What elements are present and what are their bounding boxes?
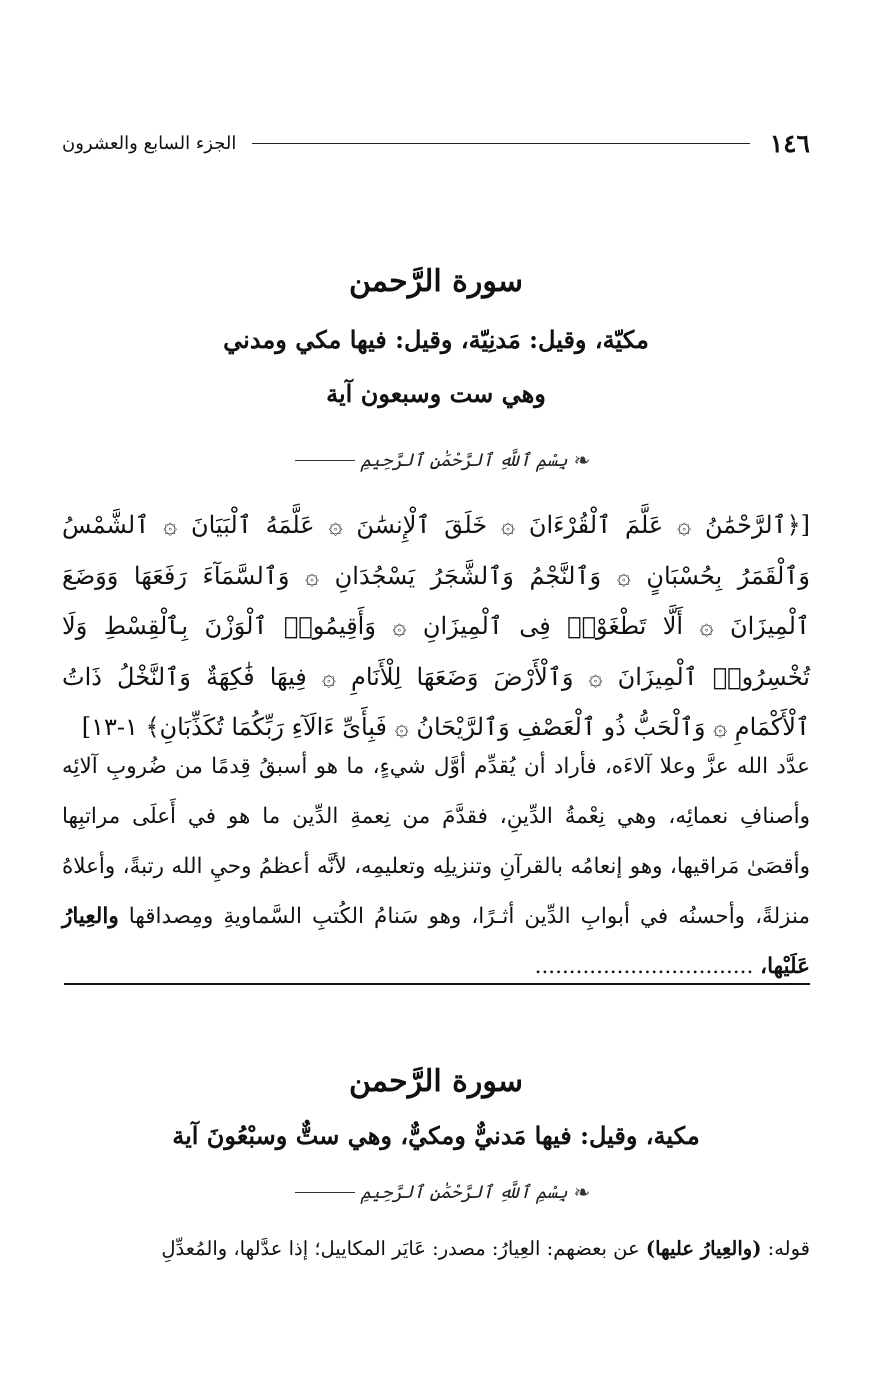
footnote-line: [62, 1232, 810, 1266]
section2-subtitle-block: [62, 1116, 810, 1156]
basmala-swash-icon: ❧: [573, 1180, 591, 1204]
basmala-text: بِسْمِ ٱللَّهِ ٱلرَّحْمَٰنِ ٱلرَّحِيمِ: [360, 449, 568, 471]
page-number: ١٤٦: [769, 128, 810, 158]
section1-subtitle-block: [62, 320, 810, 360]
basmala-stroke: [295, 460, 355, 461]
header-rule: [252, 143, 749, 144]
footnote-rest: عن بعضهم: العِيارُ: مصدر: عَايَر المكاييل؛ إذا عدَّلها، والمُعدِّلِ: [161, 1237, 640, 1260]
basmala-calligraphy-2: [0, 1180, 885, 1204]
verse-count: وهي ست وسبعون آية: [326, 379, 546, 408]
surah-subtitle-2: مكية، وقيل: فيها مَدنيٌّ ومكيٌّ، وهي ستٌّ وسبْعُونَ آية: [172, 1121, 700, 1150]
footnote-lead: قوله:: [767, 1237, 810, 1260]
basmala-stroke: [295, 1192, 355, 1193]
surah-title: سورة الرَّحمن: [348, 264, 524, 299]
basmala-swash-icon: ❧: [573, 448, 591, 472]
commentary-bold-phrase: والعِيارُ عَلَيْها،: [62, 904, 810, 979]
commentary-text: عدَّد الله عزَّ وعلا آلاءَه، فأراد أن يُقدِّم أوَّل شيءٍ، ما هو أسبقُ قِدمًا من ضُروبِ آلائِه وأصنافِ نعمائِه، وهي نِعْمةُ الدِّينِ، فقدَّمَ من نِعمةِ الدِّين ما هو في أَعلَى مراتبِها وأقصَىٰ مَراقيها، وهو إنعامُه بالقرآنِ وتنزيلِه وتعليمِه، لأنَّه أعظمُ وحيِ الله رتبةً، وأعلاهُ منزلةً، وأحسنُه في أبوابِ الدِّين أثـرًا، وهو سَنامُ الكُتبِ السَّماويةِ ومِصداقها: [62, 754, 810, 929]
running-header: [62, 128, 810, 158]
footnote-quote: (والعِيارُ عليها): [645, 1237, 762, 1260]
section1-verse-count-block: [62, 374, 810, 414]
quran-verses: [﴿ٱلرَّحْمَٰنُ ۞ عَلَّمَ ٱلْقُرْءَانَ ۞ خَلَقَ ٱلْإِنسَٰنَ ۞ عَلَّمَهُ ٱلْبَيَانَ ۞ ٱلشَّمْسُ وَٱلْقَمَرُ بِحُسْبَانٍ ۞ وَٱلنَّجْمُ وَٱلشَّجَرُ يَسْجُدَانِ ۞ وَٱلسَّمَآءَ رَفَعَهَا وَوَضَعَ ٱلْمِيزَانَ ۞ أَلَّا تَطْغَوْا۟ فِى ٱلْمِيزَانِ ۞ وَأَقِيمُوا۟ ٱلْوَزْنَ بِٱلْقِسْطِ وَلَا تُخْسِرُوا۟ ٱلْمِيزَانَ ۞ وَٱلْأَرْضَ وَضَعَهَا لِلْأَنَامِ ۞ فِيهَا فَٰكِهَةٌ وَٱلنَّخْلُ ذَاتُ ٱلْأَكْمَامِ ۞ وَٱلْحَبُّ ذُو ٱلْعَصْفِ وَٱلرَّيْحَانُ ۞ فَبِأَىِّ ءَالَآءِ رَبِّكُمَا تُكَذِّبَانِ﴾ ١-١٣]: [62, 511, 811, 741]
section2-title-block: [62, 1062, 810, 1102]
commentary-ellipsis: ................................: [534, 954, 754, 979]
part-title: الجزء السابع والعشرون: [62, 132, 237, 154]
footnote-divider: [64, 983, 810, 985]
surah-subtitle: مكيّة، وقيل: مَدنِيّة، وقيل: فيها مكي ومدني: [223, 325, 649, 354]
surah-title-2: سورة الرَّحمن: [348, 1064, 524, 1099]
commentary-paragraph: [62, 742, 810, 992]
basmala-calligraphy: [0, 448, 885, 472]
basmala-text-2: بِسْمِ ٱللَّهِ ٱلرَّحْمَٰنِ ٱلرَّحِيمِ: [360, 1181, 568, 1203]
section1-title-block: [62, 262, 810, 302]
